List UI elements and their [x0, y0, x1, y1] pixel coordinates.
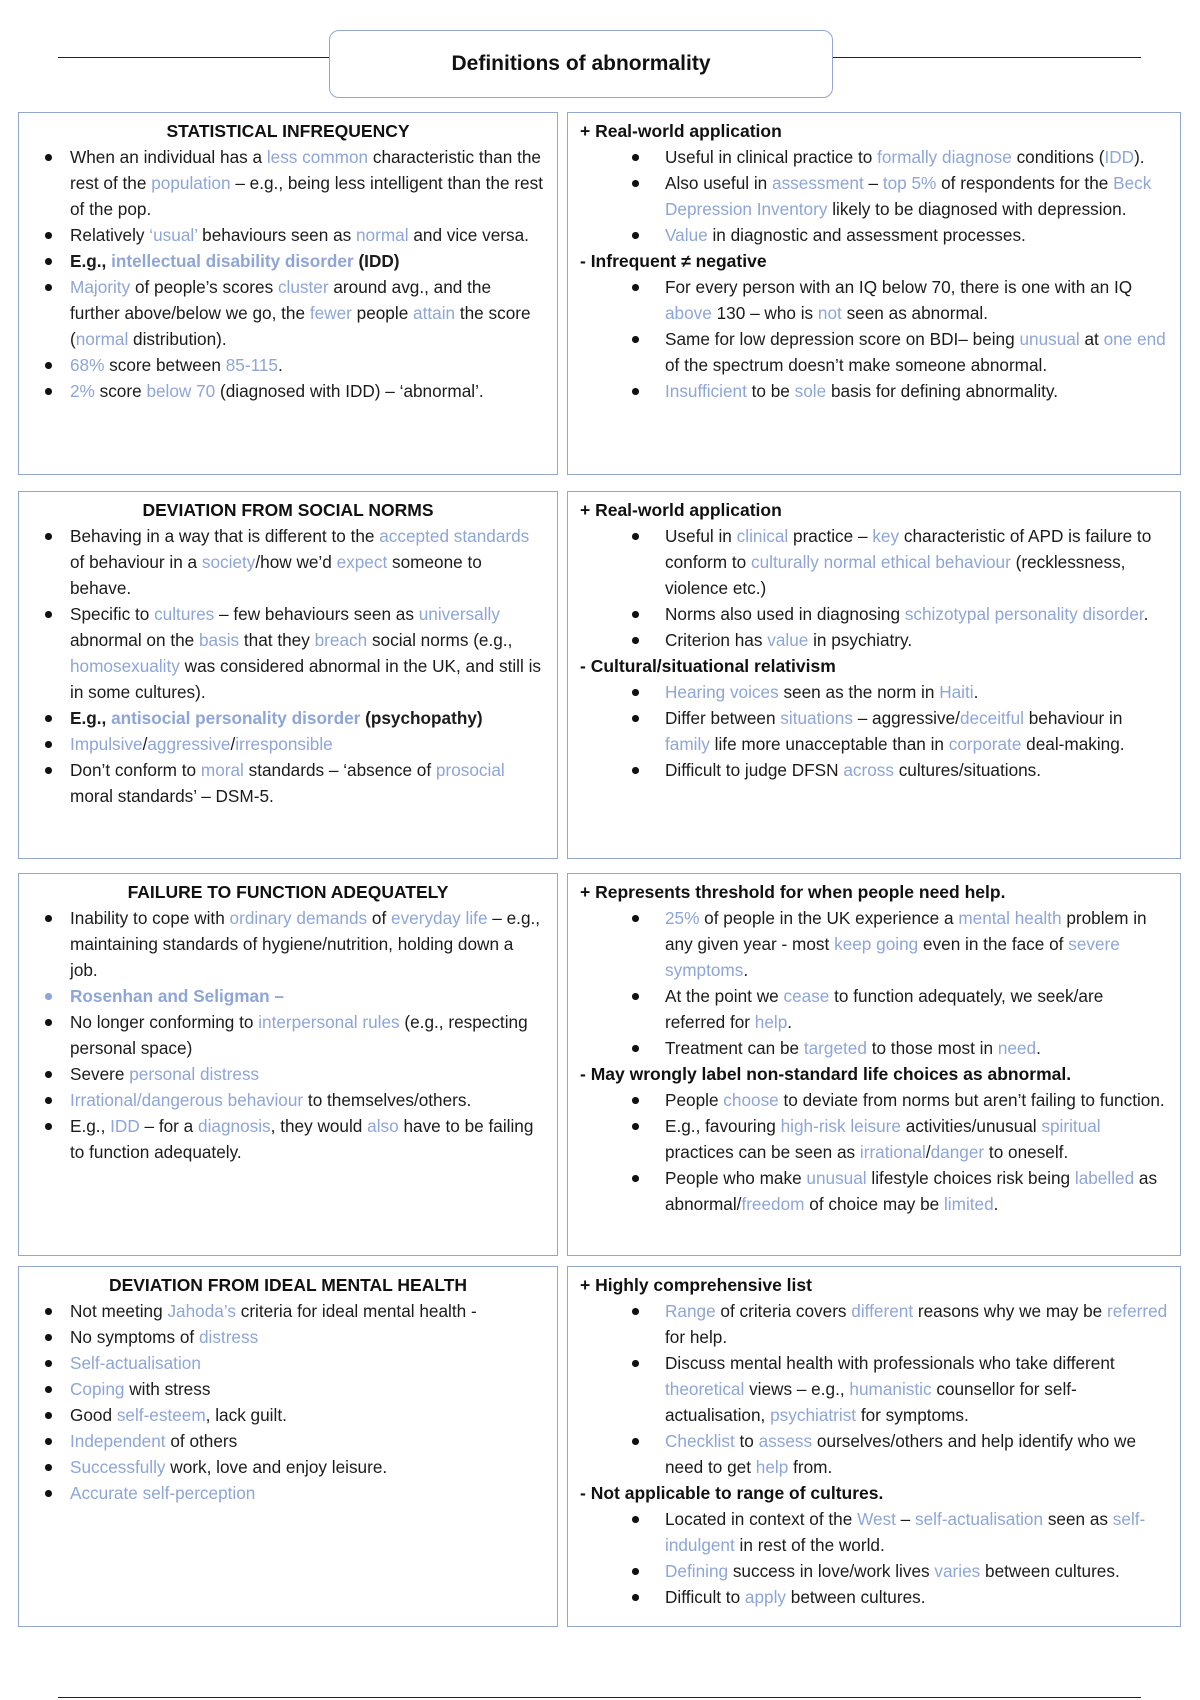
strength-heading: + Highly comprehensive list — [580, 1275, 812, 1295]
evaluation-point: Useful in clinical practice to formally diagnose conditions (IDD). — [580, 144, 1168, 170]
limitation-heading: - Infrequent ≠ negative — [580, 251, 767, 271]
definition-point: Impulsive/aggressive/irresponsible — [31, 731, 545, 757]
definition-point: Irrational/dangerous behaviour to themselves/others. — [31, 1087, 545, 1113]
definition-point: No symptoms of distress — [31, 1324, 545, 1350]
title-box — [329, 30, 833, 98]
strength-heading: + Real-world application — [580, 121, 782, 141]
evaluation-point: Useful in clinical practice – key characteristic of APD is failure to conform to culturally normal ethical behaviour (recklessness, violence etc.) — [580, 523, 1168, 601]
social-norms-panel — [18, 491, 558, 859]
definition-list — [31, 144, 545, 404]
evaluation-point: Discuss mental health with professionals who take different theoretical views – e.g., humanistic counsellor for self-actualisation, psychiatrist for symptoms. — [580, 1350, 1168, 1428]
evaluation-point: Differ between situations – aggressive/deceitful behaviour in family life more unacceptable than in corporate deal-making. — [580, 705, 1168, 757]
section-heading: DEVIATION FROM SOCIAL NORMS — [142, 500, 434, 520]
evaluation-point: Hearing voices seen as the norm in Haiti. — [580, 679, 1168, 705]
definition-list — [31, 523, 545, 809]
strength-heading: + Real-world application — [580, 500, 782, 520]
strength-list — [580, 1298, 1168, 1480]
evaluation-point: For every person with an IQ below 70, there is one with an IQ above 130 – who is not seen as abnormal. — [580, 274, 1168, 326]
strength-list — [580, 905, 1168, 1061]
evaluation-point: Difficult to apply between cultures. — [580, 1584, 1168, 1610]
evaluation-point: E.g., favouring high-risk leisure activities/unusual spiritual practices can be seen as irrational/danger to oneself. — [580, 1113, 1168, 1165]
strength-heading: + Represents threshold for when people need help. — [580, 882, 1006, 902]
top-rule-right — [832, 57, 1141, 58]
limitation-list — [580, 1087, 1168, 1217]
definition-list — [31, 905, 545, 1165]
evaluation-point: 25% of people in the UK experience a mental health problem in any given year - most keep going even in the face of severe symptoms. — [580, 905, 1168, 983]
definition-point: 2% score below 70 (diagnosed with IDD) – ‘abnormal’. — [31, 378, 545, 404]
ideal-mental-health-panel — [18, 1266, 558, 1627]
section-heading: FAILURE TO FUNCTION ADEQUATELY — [127, 882, 449, 902]
top-rule-left — [58, 57, 330, 58]
evaluation-point: Criterion has value in psychiatry. — [580, 627, 1168, 653]
evaluation-point: Defining success in love/work lives varies between cultures. — [580, 1558, 1168, 1584]
definition-point: Don’t conform to moral standards – ‘absence of prosocial moral standards’ – DSM-5. — [31, 757, 545, 809]
evaluation-point: People who make unusual lifestyle choices risk being labelled as abnormal/freedom of choice may be limited. — [580, 1165, 1168, 1217]
definition-point: E.g., antisocial personality disorder (psychopathy) — [31, 705, 545, 731]
limitation-heading: - Not applicable to range of cultures. — [580, 1483, 884, 1503]
ideal-mental-health-evaluation-panel — [567, 1266, 1181, 1627]
statistical-infrequency-panel — [18, 112, 558, 475]
definition-point: Severe personal distress — [31, 1061, 545, 1087]
limitation-heading: - May wrongly label non-standard life choices as abnormal. — [580, 1064, 1072, 1084]
evaluation-point: Difficult to judge DFSN across cultures/situations. — [580, 757, 1168, 783]
evaluation-point: Treatment can be targeted to those most in need. — [580, 1035, 1168, 1061]
definition-point: 68% score between 85-115. — [31, 352, 545, 378]
definition-point: Self-actualisation — [31, 1350, 545, 1376]
evaluation-point: People choose to deviate from norms but aren’t failing to function. — [580, 1087, 1168, 1113]
evaluation-point: At the point we cease to function adequately, we seek/are referred for help. — [580, 983, 1168, 1035]
definition-point: Accurate self-perception — [31, 1480, 545, 1506]
definition-point: Rosenhan and Seligman – — [31, 983, 545, 1009]
definition-point: Inability to cope with ordinary demands of everyday life – e.g., maintaining standards of hygiene/nutrition, holding down a job. — [31, 905, 545, 983]
definition-point: Specific to cultures – few behaviours seen as universally abnormal on the basis that they breach social norms (e.g., homosexuality was considered abnormal in the UK, and still is in some cultures). — [31, 601, 545, 705]
evaluation-point: Range of criteria covers different reasons why we may be referred for help. — [580, 1298, 1168, 1350]
definition-point: E.g., intellectual disability disorder (IDD) — [31, 248, 545, 274]
definition-point: Successfully work, love and enjoy leisure. — [31, 1454, 545, 1480]
evaluation-point: Value in diagnostic and assessment processes. — [580, 222, 1168, 248]
definition-point: Relatively ‘usual’ behaviours seen as normal and vice versa. — [31, 222, 545, 248]
definition-point: Independent of others — [31, 1428, 545, 1454]
social-norms-evaluation-panel — [567, 491, 1181, 859]
definition-point: Behaving in a way that is different to the accepted standards of behaviour in a society/how we’d expect someone to behave. — [31, 523, 545, 601]
evaluation-point: Norms also used in diagnosing schizotypal personality disorder. — [580, 601, 1168, 627]
definition-point: Coping with stress — [31, 1376, 545, 1402]
evaluation-point: Same for low depression score on BDI– being unusual at one end of the spectrum doesn’t make someone abnormal. — [580, 326, 1168, 378]
definition-point: Good self-esteem, lack guilt. — [31, 1402, 545, 1428]
limitation-list — [580, 274, 1168, 404]
strength-list — [580, 523, 1168, 653]
definition-point: Majority of people’s scores cluster around avg., and the further above/below we go, the fewer people attain the score (normal distribution). — [31, 274, 545, 352]
definition-point: E.g., IDD – for a diagnosis, they would also have to be failing to function adequately. — [31, 1113, 545, 1165]
page-title: Definitions of abnormality — [451, 52, 711, 75]
failure-to-function-panel — [18, 873, 558, 1256]
bottom-rule — [58, 1697, 1141, 1698]
section-heading: STATISTICAL INFREQUENCY — [166, 121, 410, 141]
evaluation-point: Also useful in assessment – top 5% of respondents for the Beck Depression Inventory likely to be diagnosed with depression. — [580, 170, 1168, 222]
limitation-list — [580, 1506, 1168, 1610]
limitation-list — [580, 679, 1168, 783]
evaluation-point: Insufficient to be sole basis for defining abnormality. — [580, 378, 1168, 404]
definition-list — [31, 1298, 545, 1506]
section-heading: DEVIATION FROM IDEAL MENTAL HEALTH — [108, 1275, 468, 1295]
failure-to-function-evaluation-panel — [567, 873, 1181, 1256]
definition-point: Not meeting Jahoda’s criteria for ideal mental health - — [31, 1298, 545, 1324]
strength-list — [580, 144, 1168, 248]
definition-point: When an individual has a less common characteristic than the rest of the population – e.g., being less intelligent than the rest of the pop. — [31, 144, 545, 222]
evaluation-point: Located in context of the West – self-actualisation seen as self-indulgent in rest of the world. — [580, 1506, 1168, 1558]
statistical-infrequency-evaluation-panel — [567, 112, 1181, 475]
limitation-heading: - Cultural/situational relativism — [580, 656, 836, 676]
definition-point: No longer conforming to interpersonal rules (e.g., respecting personal space) — [31, 1009, 545, 1061]
evaluation-point: Checklist to assess ourselves/others and help identify who we need to get help from. — [580, 1428, 1168, 1480]
